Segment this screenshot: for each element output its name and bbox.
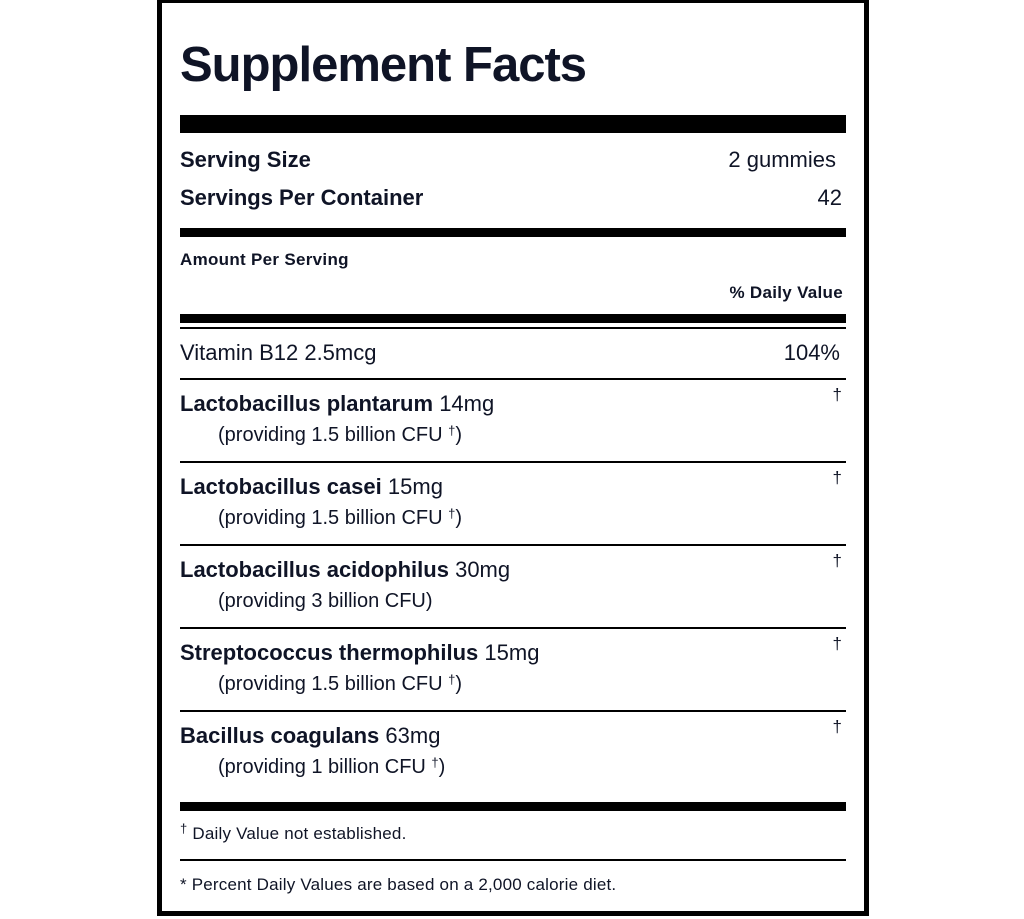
dagger-icon: †	[448, 506, 456, 521]
thin-divider	[180, 544, 846, 546]
medium-divider	[180, 228, 846, 237]
ingredient-providing: (providing 1.5 billion CFU	[218, 673, 449, 695]
providing-close: )	[455, 673, 463, 695]
dagger-icon: †	[448, 672, 456, 687]
footnote-dagger-text: Daily Value not established.	[187, 824, 407, 843]
ingredient-amount: 14mg	[439, 391, 495, 416]
providing-close: )	[455, 507, 463, 529]
footnote-dagger	[180, 821, 407, 844]
ingredient-name: Lactobacillus plantarum	[180, 391, 434, 416]
footnote-percent: * Percent Daily Values are based on a 2,000 calorie diet.	[180, 875, 617, 894]
supplement-facts-label	[157, 0, 869, 916]
ingredient-providing: (providing 1.5 billion CFU	[218, 507, 449, 529]
label-title: Supplement Facts	[180, 38, 587, 92]
providing-close: )	[455, 424, 463, 446]
dagger-icon: †	[832, 385, 842, 404]
dagger-icon: †	[448, 423, 456, 438]
servings-per-container-label: Servings Per Container	[180, 185, 424, 210]
ingredient-name: Lactobacillus acidophilus	[180, 557, 449, 582]
amount-per-serving-header: Amount Per Serving	[180, 250, 349, 269]
thick-divider	[180, 115, 846, 133]
dagger-icon: †	[832, 634, 842, 653]
ingredient-providing: (providing 1.5 billion CFU	[218, 424, 449, 446]
ingredient-amount: 30mg	[455, 557, 511, 582]
serving-size-value: 2 gummies	[728, 147, 836, 172]
providing-close: )	[438, 756, 446, 778]
ingredient-providing: (providing 3 billion CFU)	[218, 590, 433, 612]
dagger-icon: †	[832, 468, 842, 487]
ingredient-providing: (providing 1 billion CFU	[218, 756, 432, 778]
dagger-icon: †	[832, 551, 842, 570]
dagger-icon: †	[832, 717, 842, 736]
dagger-icon: †	[180, 821, 188, 836]
serving-size-label: Serving Size	[180, 147, 311, 172]
servings-per-container-value: 42	[817, 185, 842, 210]
vitamin-daily-value: 104%	[783, 340, 840, 365]
vitamin-row	[180, 340, 846, 366]
thin-divider	[180, 627, 846, 629]
ingredient-name: Lactobacillus casei	[180, 474, 382, 499]
thin-divider	[180, 710, 846, 712]
serving-size-row	[180, 147, 846, 173]
ingredient-amount: 63mg	[385, 723, 441, 748]
servings-per-container-row	[180, 185, 846, 211]
thin-divider	[180, 859, 846, 861]
thin-divider	[180, 327, 846, 329]
ingredient-amount: 15mg	[387, 474, 443, 499]
daily-value-header: % Daily Value	[729, 283, 843, 302]
medium-divider	[180, 802, 846, 811]
vitamin-name: Vitamin B12 2.5mcg	[180, 340, 377, 365]
ingredient-name: Bacillus coagulans	[180, 723, 380, 748]
dagger-icon: †	[431, 755, 439, 770]
medium-divider	[180, 314, 846, 323]
thin-divider	[180, 378, 846, 380]
ingredient-name: Streptococcus thermophilus	[180, 640, 479, 665]
thin-divider	[180, 461, 846, 463]
ingredient-amount: 15mg	[484, 640, 540, 665]
